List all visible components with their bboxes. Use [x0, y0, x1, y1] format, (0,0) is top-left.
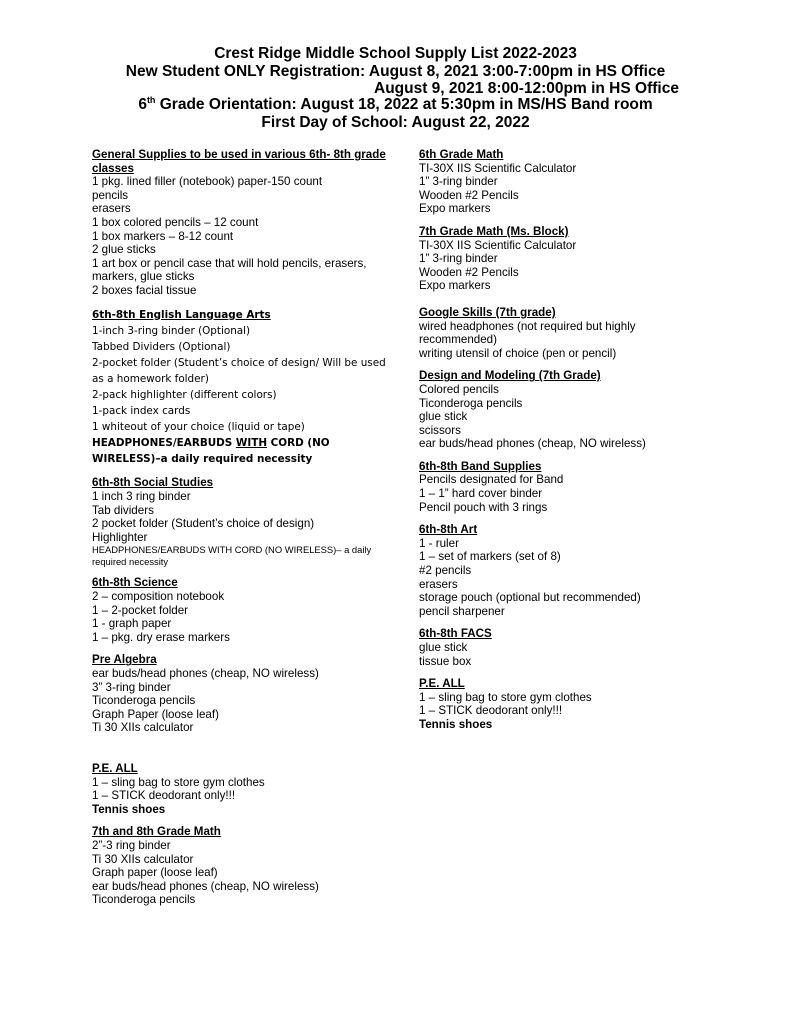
list-item: Ti 30 XIIs calculator: [92, 721, 194, 735]
list-item: Ticonderoga pencils: [92, 893, 196, 907]
list-item: Tennis shoes: [92, 802, 166, 816]
list-item: Ticonderoga pencils: [92, 694, 196, 708]
list-item: 2 – composition notebook: [92, 590, 225, 604]
list-item: 1 – STICK deodorant only!!!: [419, 704, 563, 718]
list-item: 2 glue sticks: [92, 243, 156, 257]
section-title: 6th-8th Science: [92, 576, 178, 590]
section-band-supplies: [419, 460, 719, 514]
list-item: 1-pack index cards: [92, 405, 191, 418]
section-title: 7th and 8th Grade Math: [92, 825, 221, 839]
orientation-details: Grade Orientation: August 18, 2022 at 5:30pm in MS/HS Band room: [155, 96, 653, 113]
section-title: 6th-8th Band Supplies: [419, 459, 542, 473]
list-item: 2 pocket folder (Student’s choice of design): [92, 517, 315, 531]
list-item: Highlighter: [92, 530, 148, 544]
list-item: Expo markers: [419, 202, 491, 216]
list-item: 1 box markers – 8-12 count: [92, 229, 234, 243]
list-item: 2-pack highlighter (different colors): [92, 389, 277, 401]
list-item: 2 boxes facial tissue: [92, 283, 197, 297]
section-facs: [419, 627, 719, 668]
section-7th-grade-math: [419, 225, 719, 293]
list-item: Colored pencils: [419, 382, 499, 396]
spacer: [92, 744, 392, 762]
list-item: 2”-3 ring binder: [92, 838, 171, 852]
section-7th-8th-math: [92, 825, 392, 907]
list-item: Expo markers: [419, 279, 491, 293]
list-item: 1 inch 3 ring binder: [92, 490, 191, 504]
section-title: 6th-8th Art: [419, 523, 478, 537]
list-item: Pencil pouch with 3 rings: [419, 500, 548, 514]
list-item: ear buds/head phones (cheap, NO wireless): [419, 437, 646, 451]
list-item: Pencils designated for Band: [419, 473, 564, 487]
orientation-line: [0, 96, 791, 113]
section-english-language-arts: [92, 307, 392, 468]
orientation-grade-suffix: th: [146, 94, 156, 105]
requirement-text: HEADPHONES/EARBUDS: [92, 437, 236, 450]
list-item: Ticonderoga pencils: [419, 396, 523, 410]
list-item: TI-30X IIS Scientific Calculator: [419, 238, 577, 252]
list-item: Graph paper (loose leaf): [92, 866, 218, 880]
requirement-text: CORD (NO WIRELESS)–a daily required necessity: [92, 437, 330, 466]
list-item: Wooden #2 Pencils: [419, 265, 519, 279]
section-pe-left: [92, 762, 392, 816]
list-item: #2 pencils: [419, 564, 472, 578]
section-title: Google Skills (7th grade): [419, 305, 556, 319]
list-item: writing utensil of choice (pen or pencil): [419, 346, 617, 360]
list-item: erasers: [419, 577, 458, 591]
section-6th-grade-math: [419, 148, 719, 216]
section-art: [419, 523, 719, 618]
section-title: 6th-8th English Language Arts: [92, 308, 271, 321]
list-item: ear buds/head phones (cheap, NO wireless): [92, 667, 319, 680]
list-item: scissors: [419, 423, 461, 437]
section-title: 6th-8th Social Studies: [92, 476, 214, 490]
section-pre-algebra: [92, 653, 392, 735]
list-item: glue stick: [419, 410, 468, 424]
section-pe-right: [419, 677, 719, 731]
list-item: 3” 3-ring binder: [92, 680, 171, 694]
list-item: Tab dividers: [92, 503, 154, 517]
list-item: Graph Paper (loose leaf): [92, 707, 219, 721]
list-item: 1” 3-ring binder: [419, 252, 498, 266]
list-item: Tabbed Dividers (Optional): [92, 340, 231, 353]
section-title: 6th Grade Math: [419, 148, 504, 161]
list-item: Wooden #2 Pencils: [419, 188, 519, 202]
list-item: erasers: [92, 202, 131, 216]
list-item: pencil sharpener: [419, 604, 505, 618]
section-title: 6th-8th FACS: [419, 627, 492, 641]
list-item: 1 whiteout of your choice (liquid or tape): [92, 421, 305, 434]
section-social-studies: [92, 476, 392, 567]
headphones-requirement: HEADPHONES/EARBUDS WITH CORD (NO WIRELESS)– a daily required necessity: [92, 544, 372, 567]
list-item: 1 - ruler: [419, 536, 459, 550]
list-item: pencils: [92, 188, 129, 202]
section-title: Design and Modeling (7th Grade): [419, 369, 601, 383]
list-item: 1 art box or pencil case that will hold pencils, erasers, markers, glue sticks: [92, 256, 367, 284]
list-item: tissue box: [419, 654, 472, 668]
list-item: Ti 30 XIIs calculator: [92, 852, 194, 866]
section-google-skills: [419, 306, 719, 360]
list-item: 1 – 2-pocket folder: [92, 603, 189, 617]
registration-line-2: August 9, 2021 8:00-12:00pm in HS Office: [374, 80, 679, 97]
left-column: [92, 148, 392, 916]
list-item: 1-inch 3-ring binder (Optional): [92, 324, 251, 337]
list-item: 1 box colored pencils – 12 count: [92, 215, 259, 229]
list-item: 1 - graph paper: [92, 617, 172, 631]
section-general-supplies: [92, 148, 392, 298]
first-day-line: First Day of School: August 22, 2022: [261, 114, 530, 131]
list-item: 1” 3-ring binder: [419, 175, 498, 189]
section-title: P.E. ALL: [419, 677, 465, 691]
list-item: 2-pocket folder (Student’s choice of design/ Will be used as a homework folder): [92, 356, 386, 385]
section-design-and-modeling: [419, 369, 719, 451]
list-item: 1 – sling bag to store gym clothes: [419, 690, 592, 704]
list-item: Tennis shoes: [419, 717, 493, 731]
section-science: [92, 576, 392, 644]
list-item: ear buds/head phones (cheap, NO wireless): [92, 879, 319, 893]
list-item: 1 – set of markers (set of 8): [419, 550, 561, 564]
list-item: TI-30X IIS Scientific Calculator: [419, 161, 577, 175]
section-title: General Supplies to be used in various 6th- 8th grade classes: [92, 148, 386, 175]
list-item: 1 – STICK deodorant only!!!: [92, 789, 236, 803]
list-item: storage pouch (optional but recommended): [419, 591, 641, 605]
list-item: 1 – pkg. dry erase markers: [92, 630, 230, 644]
list-item: glue stick: [419, 641, 468, 654]
document-title: Crest Ridge Middle School Supply List 2022-2023: [214, 45, 577, 62]
section-title: Pre Algebra: [92, 653, 157, 667]
headphones-requirement: [92, 435, 392, 467]
list-item: 1 – 1” hard cover binder: [419, 487, 543, 501]
section-title: 7th Grade Math (Ms. Block): [419, 224, 569, 238]
registration-line: New Student ONLY Registration: August 8, 2021 3:00-7:00pm in HS Office: [125, 63, 666, 80]
list-item: 1 pkg. lined filler (notebook) paper-150 count: [92, 175, 323, 189]
list-item: 1 – sling bag to store gym clothes: [92, 775, 265, 789]
requirement-emphasis: WITH: [235, 437, 268, 450]
orientation-grade: 6: [138, 96, 147, 113]
list-item: wired headphones (not required but highly recommended): [419, 319, 636, 347]
right-column: [419, 148, 719, 741]
section-title: P.E. ALL: [92, 761, 138, 775]
